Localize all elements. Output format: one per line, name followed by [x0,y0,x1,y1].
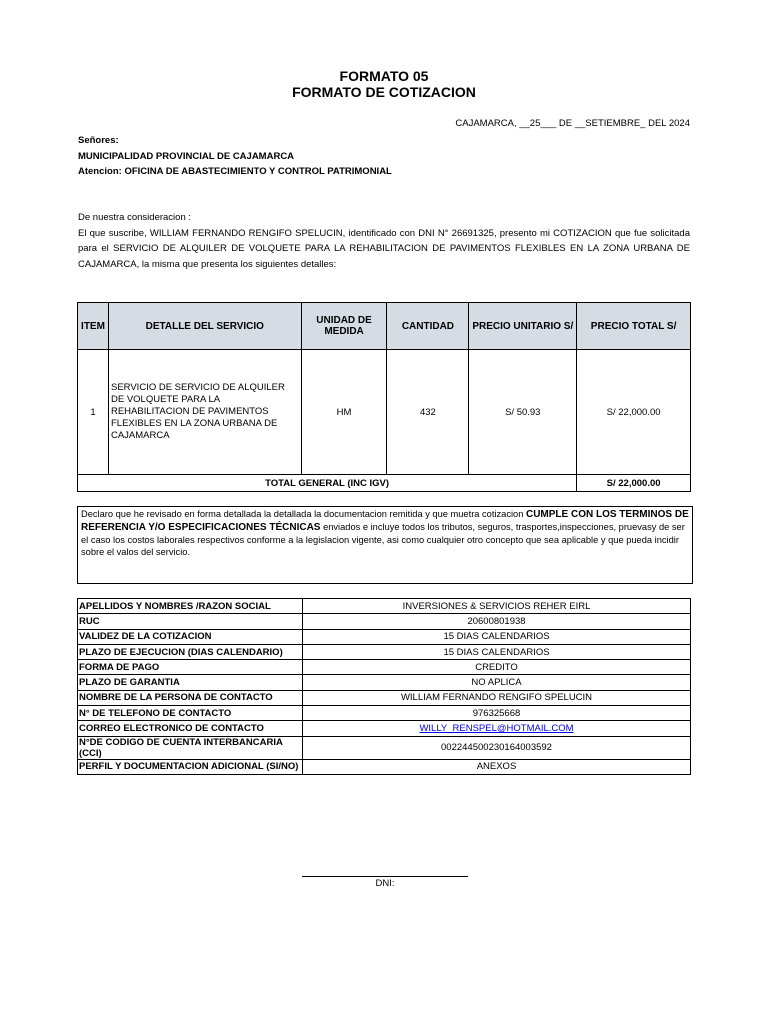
declaration-text-1: Declaro que he revisado en forma detallada la detallada la documentacion remitida y que muetra cotizacion [81,509,526,519]
date-line: CAJAMARCA, __25___ DE __SETIEMBRE_ DEL 2024 [455,118,690,129]
header-unit-price: PRECIO UNITARIO S/ [469,303,577,350]
info-value: WILLIAM FERNANDO RENGIFO SPELUCIN [303,690,691,705]
cell-total-price: S/ 22,000.00 [577,350,691,475]
info-value: 00224450023016400359​2 [303,736,691,759]
declaration-text-2: enviados e incluye todos los tributos, seguros, trasportes,inspecciones, pruevasy de ser el caso los costos laborales respectivos conforme a la legislacion vigente, asi como cualquier otro concepto que sea aplicable y que pueda incidir sobre el valos del servicio. [81,522,685,557]
info-value: 15 DIAS CALENDARIOS [303,629,691,644]
items-header-row [78,303,691,350]
supplier-info-table [77,598,691,775]
addressee-entity: MUNICIPALIDAD PROVINCIAL DE CAJAMARCA [78,151,295,162]
info-label: APELLIDOS Y NOMBRES /RAZON SOCIAL [78,599,303,614]
table-row [78,759,691,774]
declaration-bold: CUMPLE CON LOS TERMINOS DE REFERENCIA Y/O ESPECIFICACIONES TÉCNICAS [81,509,689,533]
table-row [78,721,691,736]
header-quantity: CANTIDAD [387,303,469,350]
cell-detail: SERVICIO DE SERVICIO DE ALQUILER DE VOLQUETE PARA LA REHABILITACION DE PAVIMENTOS FLEXIBLES EN LA ZONA URBANA DE CAJAMARCA [108,350,301,475]
intro-paragraph: El que suscribe, WILLIAM FERNANDO RENGIFO SPELUCIN, identificado con DNI N° 26691325, presento mi COTIZACION que fue solicitada para el SERVICIO DE ALQUILER DE VOLQUETE PARA LA REHABILITACION DE PAVIMENTOS FLEXIBLES EN LA ZONA URBANA DE CAJAMARCA, la misma que presenta los siguientes detalles: [78,227,690,270]
cell-quantity: 432 [387,350,469,475]
info-value: CREDITO [303,660,691,675]
info-label: PLAZO DE GARANTIA [78,675,303,690]
info-value: 20600801938 [303,614,691,629]
info-label: CORREO ELECTRONICO DE CONTACTO [78,721,303,736]
dni-label: DNI: [375,878,395,889]
table-row [78,629,691,644]
header-item: ITEM [78,303,109,350]
items-table [77,302,691,492]
email-link[interactable]: WILLY_RENSPEL@HOTMAIL.COM [419,723,574,735]
table-row [78,614,691,629]
info-value: 976325668 [303,706,691,721]
table-row [78,675,691,690]
table-row [78,690,691,705]
cell-unit-price: S/ 50.93 [469,350,577,475]
info-value [303,721,691,736]
cell-unit: HM [301,350,387,475]
info-label: RUC [78,614,303,629]
header-detail: DETALLE DEL SERVICIO [108,303,301,350]
intro-salutation: De nuestra consideracion : [78,212,192,223]
document-subtitle: FORMATO DE COTIZACION [292,84,476,100]
info-value: ANEXOS [303,759,691,774]
info-value: 15 DIAS CALENDARIOS [303,644,691,659]
info-value: NO APLICA [303,675,691,690]
total-value: S/ 22,000.00 [577,475,691,492]
header-unit: UNIDAD DE MEDIDA [301,303,387,350]
table-row [78,599,691,614]
table-row [78,736,691,759]
info-value: INVERSIONES & SERVICIOS REHER EIRL [303,599,691,614]
table-row [78,706,691,721]
table-row [78,660,691,675]
cell-item: 1 [78,350,109,475]
info-label: N° DE TELEFONO DE CONTACTO [78,706,303,721]
addressee-attention: Atencion: OFICINA DE ABASTECIMIENTO Y CONTROL PATRIMONIAL [78,166,392,177]
header-total-price: PRECIO TOTAL S/ [577,303,691,350]
table-row [78,644,691,659]
total-row [78,475,691,492]
info-label: N°DE CODIGO DE CUENTA INTERBANCARIA (CCI) [78,736,303,759]
info-label: PLAZO DE EJECUCION (DIAS CALENDARIO) [78,644,303,659]
declaration-box [77,506,693,584]
table-row [78,350,691,475]
intro-text [78,210,690,272]
greeting: Señores: [78,135,119,146]
signature-line [302,876,468,877]
info-label: VALIDEZ DE LA COTIZACION [78,629,303,644]
info-label: FORMA DE PAGO [78,660,303,675]
info-label: NOMBRE DE LA PERSONA DE CONTACTO [78,690,303,705]
info-label: PERFIL Y DOCUMENTACION ADICIONAL (SI/NO) [78,759,303,774]
document-title: FORMATO 05 [339,68,429,84]
total-label: TOTAL GENERAL (INC IGV) [78,475,577,492]
